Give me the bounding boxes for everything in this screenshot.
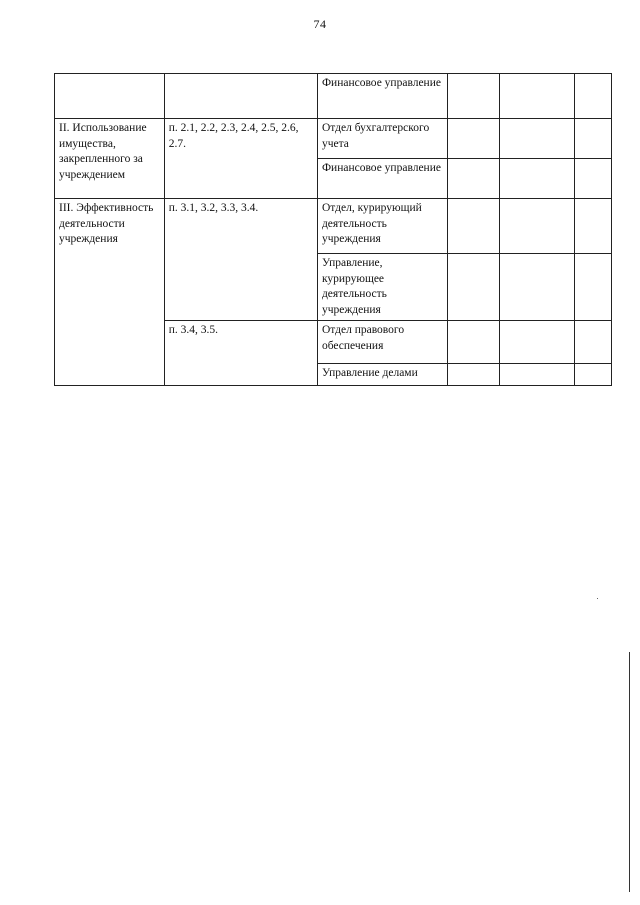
department-cell: Отдел, курирующий деятельность учреждения (317, 199, 447, 254)
department-cell: Управление делами (317, 364, 447, 386)
empty-cell (574, 254, 611, 321)
empty-cell (448, 74, 500, 119)
table-row (55, 119, 612, 159)
table-row (55, 199, 612, 254)
points-cell: п. 3.4, 3.5. (164, 321, 317, 386)
section-cell (55, 74, 165, 119)
department-cell: Отдел бухгалтерского учета (317, 119, 447, 159)
empty-cell (574, 199, 611, 254)
empty-cell (500, 159, 575, 199)
empty-cell (448, 364, 500, 386)
evaluation-table (54, 73, 612, 386)
department-cell: Управление, курирующее деятельность учреждения (317, 254, 447, 321)
empty-cell (500, 119, 575, 159)
empty-cell (448, 254, 500, 321)
empty-cell (574, 364, 611, 386)
department-cell: Финансовое управление (317, 159, 447, 199)
section-cell: II. Использование имущества, закрепленного за учреждением (55, 119, 165, 199)
section-cell: III. Эффективность деятельности учреждения (55, 199, 165, 386)
department-cell: Отдел правового обеспечения (317, 321, 447, 364)
empty-cell (500, 364, 575, 386)
scan-edge-line (629, 652, 630, 892)
empty-cell (500, 199, 575, 254)
page-number: 74 (313, 17, 327, 31)
empty-cell (448, 199, 500, 254)
empty-cell (500, 321, 575, 364)
points-cell: п. 3.1, 3.2, 3.3, 3.4. (164, 199, 317, 321)
department-cell: Финансовое управление (317, 74, 447, 119)
points-cell: п. 2.1, 2.2, 2.3, 2.4, 2.5, 2.6, 2.7. (164, 119, 317, 199)
empty-cell (574, 119, 611, 159)
empty-cell (448, 321, 500, 364)
table-row (55, 74, 612, 119)
empty-cell (448, 159, 500, 199)
scan-speck (597, 598, 598, 599)
empty-cell (574, 74, 611, 119)
empty-cell (448, 119, 500, 159)
empty-cell (574, 159, 611, 199)
empty-cell (500, 254, 575, 321)
empty-cell (574, 321, 611, 364)
points-cell (164, 74, 317, 119)
empty-cell (500, 74, 575, 119)
